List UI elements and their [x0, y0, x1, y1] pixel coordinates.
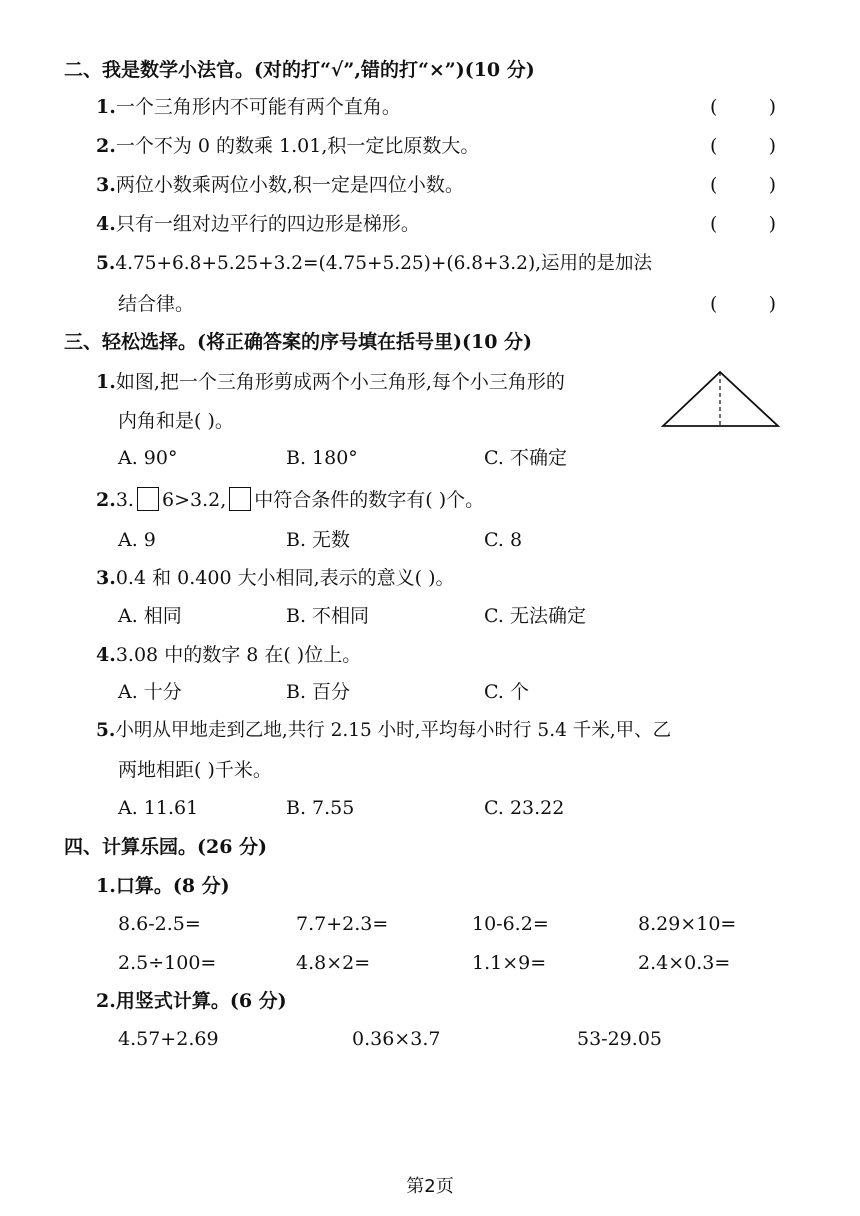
option-a: A. 相同	[118, 605, 182, 627]
s3-question-3: 3.0.4 和 0.400 大小相同,表示的意义( )。	[96, 567, 455, 589]
s2-question-4: 4.只有一组对边平行的四边形是梯形。	[96, 213, 420, 235]
blank-box[interactable]	[229, 487, 251, 511]
page-number: 第2页	[406, 1176, 454, 1197]
s2-question-2: 2.一个不为 0 的数乘 1.01,积一定比原数大。	[96, 135, 480, 157]
s3-question-5-cont: 两地相距( )千米。	[118, 759, 272, 781]
s4-part-1-title: 1.口算。(8 分)	[96, 875, 230, 897]
vertical-calc-item: 53-29.05	[577, 1028, 662, 1050]
option-b: B. 180°	[286, 447, 358, 469]
s3-question-1: 1.如图,把一个三角形剪成两个小三角形,每个小三角形的	[96, 371, 565, 393]
mental-calc-item: 1.1×9=	[472, 952, 547, 974]
option-a: A. 十分	[118, 681, 182, 703]
option-a: A. 11.61	[118, 797, 199, 819]
answer-paren[interactable]: ( )	[710, 174, 776, 196]
option-a: A. 90°	[118, 447, 178, 469]
s3-question-5: 5.小明从甲地走到乙地,共行 2.15 小时,平均每小时行 5.4 千米,甲、乙	[96, 720, 672, 741]
mental-calc-item: 8.6-2.5=	[118, 913, 201, 935]
mental-calc-item: 2.4×0.3=	[638, 952, 731, 974]
mental-calc-item: 8.29×10=	[638, 913, 737, 935]
option-b: B. 不相同	[286, 605, 370, 627]
s4-part-2-title: 2.用竖式计算。(6 分)	[96, 990, 287, 1012]
option-c: C. 8	[484, 529, 523, 551]
option-c: C. 不确定	[484, 447, 567, 469]
triangle-figure	[660, 368, 782, 430]
s3-question-1-cont: 内角和是( )。	[118, 410, 234, 432]
s2-question-1: 1.一个三角形内不可能有两个直角。	[96, 96, 401, 118]
section-4-heading: 四、计算乐园。(26 分)	[64, 836, 268, 858]
section-3-heading: 三、轻松选择。(将正确答案的序号填在括号里)(10 分)	[64, 331, 533, 353]
s2-question-5: 5.4.75+6.8+5.25+3.2=(4.75+5.25)+(6.8+3.2),运用的是加法	[96, 253, 653, 274]
blank-box[interactable]	[137, 487, 159, 511]
option-b: B. 无数	[286, 529, 351, 551]
answer-paren[interactable]: ( )	[710, 293, 776, 315]
s3-question-4: 4.3.08 中的数字 8 在( )位上。	[96, 644, 362, 666]
mental-calc-item: 7.7+2.3=	[296, 913, 389, 935]
mental-calc-item: 10-6.2=	[472, 913, 549, 935]
option-c: C. 无法确定	[484, 605, 586, 627]
answer-paren[interactable]: ( )	[710, 213, 776, 235]
mental-calc-item: 2.5÷100=	[118, 952, 217, 974]
vertical-calc-item: 0.36×3.7	[352, 1028, 441, 1050]
answer-paren[interactable]: ( )	[710, 135, 776, 157]
mental-calc-item: 4.8×2=	[296, 952, 371, 974]
option-a: A. 9	[118, 529, 156, 551]
option-c: C. 个	[484, 681, 529, 703]
option-c: C. 23.22	[484, 797, 565, 819]
option-b: B. 百分	[286, 681, 351, 703]
s2-question-5-cont: 结合律。	[118, 293, 195, 315]
section-2-heading: 二、我是数学小法官。(对的打“√”,错的打“×”)(10 分)	[64, 59, 535, 81]
option-b: B. 7.55	[286, 797, 355, 819]
s2-question-3: 3.两位小数乘两位小数,积一定是四位小数。	[96, 174, 464, 196]
answer-paren[interactable]: ( )	[710, 96, 776, 118]
vertical-calc-item: 4.57+2.69	[118, 1028, 219, 1050]
s3-question-2: 2.3. 6>3.2, 中符合条件的数字有( )个。	[96, 489, 485, 511]
